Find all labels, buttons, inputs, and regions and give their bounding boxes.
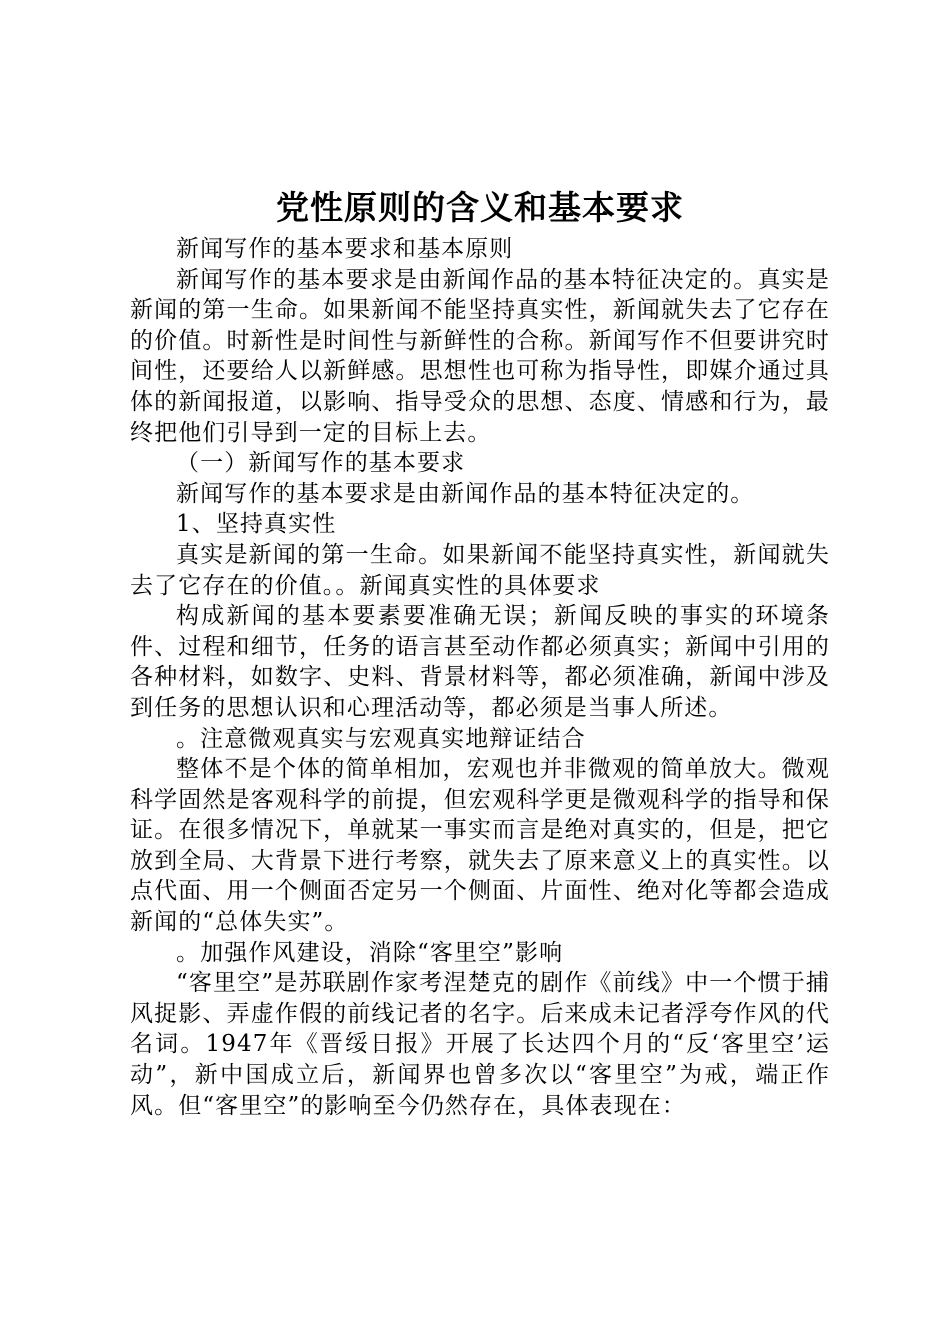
paragraph-5: 1、坚持真实性 <box>176 511 337 538</box>
paragraph-6: 真实是新闻的第一生命。如果新闻不能坚持真实性，新闻就失去了它存在的价值。。新闻真实性的具体要求 <box>130 541 830 599</box>
document-title: 党性原则的含义和基本要求 <box>276 188 684 227</box>
paragraph-9: 整体不是个体的简单相加，宏观也并非微观的简单放大。微观科学固然是客观科学的前提，但宏观科学更是微观科学的指导和保证。在很多情况下，单就某一事实而言是绝对真实的，但是，把它放到全局、大背景下进行考察，就失去了原来意义上的真实性。以点代面、用一个侧面否定另一个侧面、片面性、绝对化等都会造成新闻的“总体失实”。 <box>130 756 830 936</box>
paragraph-1: 新闻写作的基本要求和基本原则 <box>176 236 514 262</box>
paragraph-8: 。注意微观真实与宏观真实地辩证结合 <box>176 725 586 752</box>
paragraph-4: 新闻写作的基本要求是由新闻作品的基本特征决定的。 <box>176 480 755 507</box>
paragraph-7: 构成新闻的基本要素要准确无误；新闻反映的事实的环境条件、过程和细节，任务的语言甚至动作都必须真实；新闻中引用的各种材料，如数字、史料、背景材料等，都必须准确，新闻中涉及到任务的思想认识和心理活动等，都必须是当事人所述。 <box>130 603 830 721</box>
paragraph-2: 新闻写作的基本要求是由新闻作品的基本特征决定的。真实是新闻的第一生命。如果新闻不能坚持真实性，新闻就失去了它存在的价值。时新性是时间性与新鲜性的合称。新闻写作不但要讲究时间性，还要给人以新鲜感。思想性也可称为指导性，即媒介通过具体的新闻报道，以影响、指导受众的思想、态度、情感和行为，最终把他们引导到一定的目标上去。 <box>130 266 830 446</box>
paragraph-11: “客里空”是苏联剧作家考涅楚克的剧作《前线》中一个惯于捕风捉影、弄虚作假的前线记者的名字。后来成未记者浮夸作风的代名词。1947年《晋绥日报》开展了长达四个月的“反‘客里空’运动”，新中国成立后，新闻界也曾多次以“客里空”为戒，端正作风。但“客里空”的影响至今仍然存在，具体表现在： <box>130 970 830 1119</box>
paragraph-3: （一）新闻写作的基本要求 <box>176 450 466 477</box>
document-page <box>130 186 830 1121</box>
paragraph-10: 。加强作风建设，消除“客里空”影响 <box>176 939 564 966</box>
